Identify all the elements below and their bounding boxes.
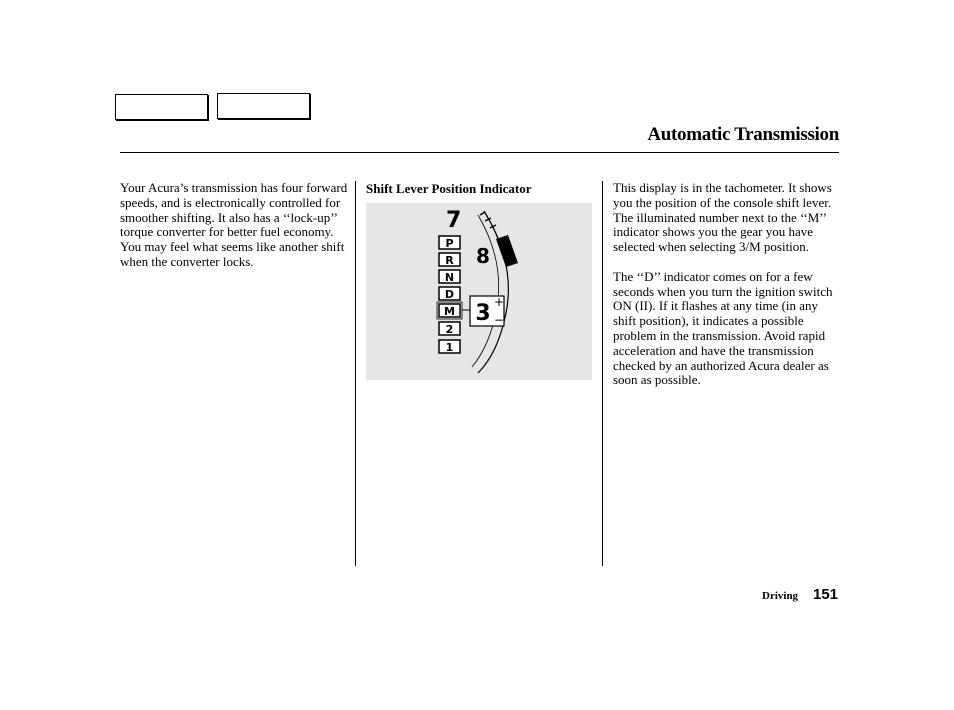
gear-d: D (444, 288, 455, 301)
intro-column (120, 181, 350, 270)
column-divider-2 (602, 181, 603, 566)
gear-2: 2 (445, 323, 454, 336)
tach-tick (480, 212, 485, 215)
column-divider-1 (355, 181, 356, 566)
shift-indicator-illustration (366, 203, 592, 380)
tach-arc-outer (478, 211, 508, 373)
description-column (613, 181, 835, 403)
nav-tab-box-2[interactable] (217, 93, 310, 119)
tach-arc-inner (472, 215, 499, 367)
tach-number-8: 8 (476, 244, 490, 268)
page-number: 151 (813, 586, 839, 603)
gear-r: R (445, 254, 454, 267)
gear-p: P (445, 237, 454, 250)
plus-label: + (493, 295, 505, 309)
header-rule (120, 152, 839, 153)
description-paragraph-2: The ‘‘D’’ indicator comes on for a few seconds when you turn the ignition switch ON (II). If it flashes at any time (in any shift position), it indicates a possible problem in the transmission. Avoid rapid acceleration and have the transmission checked by an authorized Acura dealer as soon as possible. (613, 268, 833, 388)
page-title: Automatic Transmission (647, 124, 839, 145)
redline-band (496, 235, 518, 267)
gear-n: N (444, 271, 455, 284)
gear-1: 1 (445, 341, 454, 354)
footer-section-label: Driving (762, 590, 799, 602)
manual-gear-number: 3 (475, 301, 491, 326)
gear-indicator-stack (437, 236, 462, 354)
description-paragraph-1: This display is in the tachometer. It shows you the position of the console shift lever. The illuminated number next to the ‘‘M’’ indicator shows you the gear you have selected when selecting 3/M position. (613, 180, 832, 255)
nav-tab-box-1[interactable] (115, 94, 208, 120)
intro-paragraph: Your Acura’s transmission has four forward speeds, and is electronically controlled for smoother shifting. It also has a ‘‘lock-up’’ torque converter for better fuel economy. You may feel what seems like another shift when the converter locks. (120, 180, 348, 269)
minus-label: − (493, 313, 505, 327)
tach-number-7: 7 (446, 208, 462, 233)
figure-heading: Shift Lever Position Indicator (366, 181, 532, 196)
gear-m: M (444, 305, 455, 318)
